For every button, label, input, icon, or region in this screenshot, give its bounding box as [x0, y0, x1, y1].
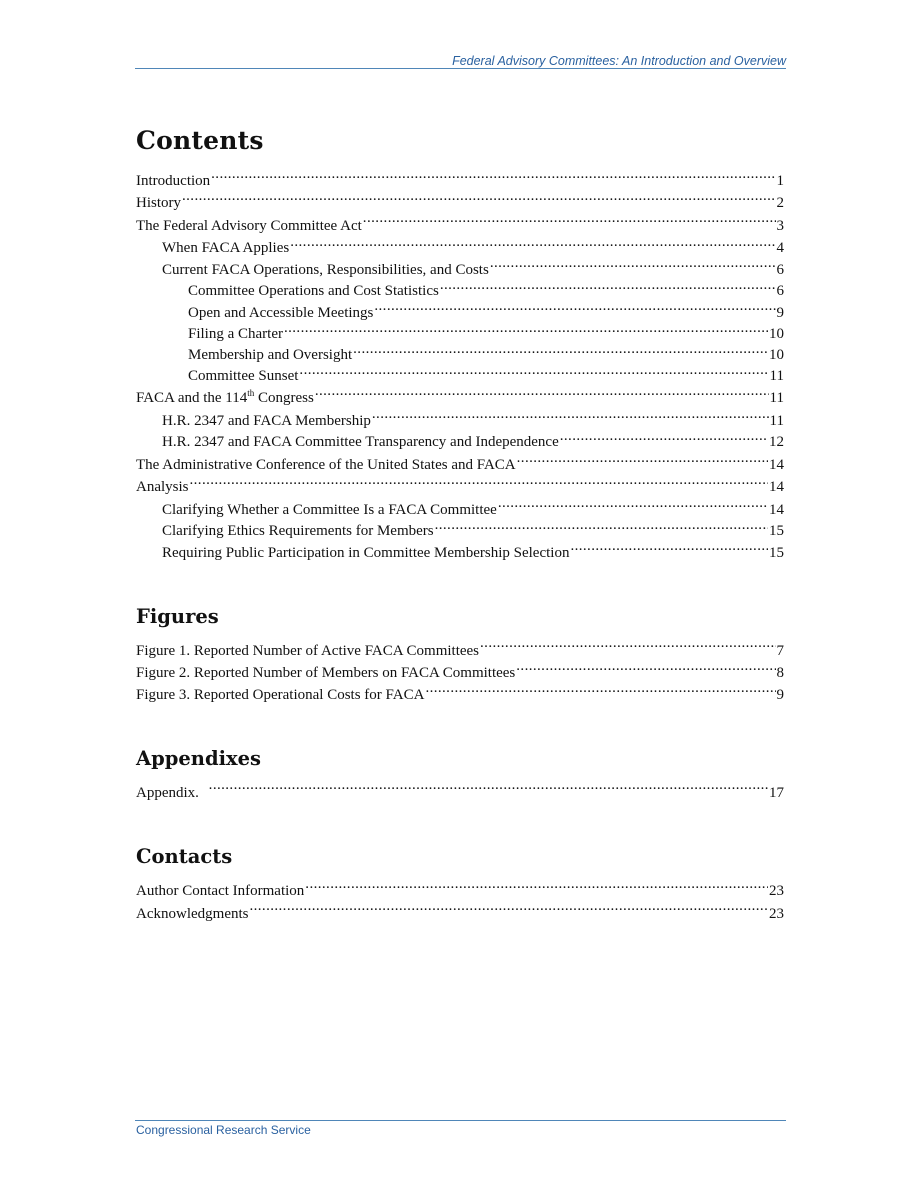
- toc-entry-open-accessible-meetings[interactable]: [136, 302, 784, 323]
- toc-entry-introduction[interactable]: [136, 170, 784, 192]
- toc-entry-public-participation[interactable]: [136, 542, 784, 564]
- toc-entry-current-faca-operations[interactable]: [136, 259, 784, 281]
- dot-leader: [363, 215, 776, 230]
- toc-entry-title: The Administrative Conference of the United States and FACA: [136, 457, 516, 474]
- appendixes-list: [136, 782, 784, 804]
- running-header-title: Federal Advisory Committees: An Introduction and Overview: [452, 54, 786, 68]
- dot-leader: [498, 499, 768, 514]
- toc-entry-analysis[interactable]: [136, 476, 784, 498]
- dot-leader: [249, 903, 768, 918]
- dot-leader: [480, 640, 775, 655]
- toc-entry-title: [136, 387, 314, 409]
- toc-entry-title: Appendix.: [136, 784, 203, 801]
- toc-entry-page: 23: [769, 905, 784, 922]
- toc-entry-figure-2[interactable]: [136, 662, 784, 684]
- dot-leader: [570, 542, 768, 557]
- toc-entry-page: 6: [776, 261, 784, 278]
- dot-leader: [209, 782, 768, 797]
- toc-entry-acknowledgments[interactable]: [136, 903, 784, 925]
- toc-entry-federal-advisory-committee-act[interactable]: [136, 215, 784, 237]
- toc-entry-title: Membership and Oversight: [188, 347, 353, 364]
- toc-entry-title: Figure 2. Reported Number of Members on FACA Committees: [136, 665, 516, 682]
- appendixes-heading: Appendixes: [136, 746, 262, 770]
- toc-entry-page: 11: [769, 412, 784, 429]
- dot-leader: [315, 387, 769, 402]
- toc-entry-appendix[interactable]: [136, 782, 784, 804]
- dot-leader: [374, 302, 775, 317]
- toc-entry-page: 9: [776, 687, 784, 704]
- dot-leader: [372, 410, 769, 425]
- toc-entry-title: Figure 3. Reported Operational Costs for FACA: [136, 687, 425, 704]
- toc-entry-page: 11: [769, 368, 784, 385]
- toc-entry-committee-sunset[interactable]: [136, 365, 784, 386]
- toc-entry-page: 14: [769, 457, 784, 474]
- contacts-heading: Contacts: [136, 845, 233, 869]
- toc-entry-title: Clarifying Whether a Committee Is a FACA Committee: [162, 501, 497, 518]
- toc-entry-title: Open and Accessible Meetings: [188, 304, 374, 321]
- footer-rule: [135, 1120, 786, 1121]
- dot-leader: [305, 880, 768, 895]
- figures-list: [136, 640, 784, 707]
- toc-entry-title-prefix: FACA and the 114: [136, 390, 248, 407]
- toc-entry-title: Filing a Charter: [188, 325, 283, 342]
- toc-entry-title: When FACA Applies: [162, 240, 290, 257]
- header-rule: [135, 68, 786, 69]
- toc-entry-faca-114th-congress[interactable]: [136, 387, 784, 409]
- toc-entry-title: Introduction: [136, 173, 211, 189]
- toc-entry-figure-3[interactable]: [136, 684, 784, 706]
- toc-entry-page: 14: [769, 479, 784, 496]
- toc-entry-page: 11: [769, 390, 784, 407]
- toc-entry-page: 2: [776, 195, 784, 212]
- dot-leader: [435, 520, 768, 535]
- contents-heading: Contents: [136, 126, 264, 155]
- toc-entry-title: Committee Operations and Cost Statistics: [188, 283, 439, 300]
- dot-leader: [299, 365, 768, 380]
- toc-entry-page: 17: [769, 784, 784, 801]
- figures-heading: Figures: [136, 604, 219, 628]
- dot-leader: [560, 431, 768, 446]
- toc-entry-committee-operations-cost-statistics[interactable]: [136, 280, 784, 301]
- toc-entry-clarifying-ethics[interactable]: [136, 520, 784, 542]
- toc-entry-hr2347-transparency[interactable]: [136, 431, 784, 453]
- toc-entry-clarifying-faca-committee[interactable]: [136, 499, 784, 521]
- toc-entry-page: 1: [776, 173, 784, 189]
- dot-leader: [290, 237, 775, 252]
- toc-entry-page: 7: [776, 642, 784, 659]
- dot-leader: [353, 344, 768, 359]
- toc-entry-title: Analysis: [136, 479, 189, 496]
- dot-leader: [440, 280, 776, 295]
- toc-entry-title: History: [136, 195, 181, 212]
- contacts-list: [136, 880, 784, 925]
- toc-entry-title: Acknowledgments: [136, 905, 249, 922]
- toc-entry-hr2347-membership[interactable]: [136, 410, 784, 432]
- toc-entry-title: Requiring Public Participation in Committee Membership Selection: [162, 545, 570, 562]
- toc-entry-page: 3: [776, 217, 784, 234]
- toc-entry-when-faca-applies[interactable]: [136, 237, 784, 259]
- toc-entry-title: Author Contact Information: [136, 883, 305, 900]
- dot-leader: [516, 662, 775, 677]
- toc-entry-page: 10: [769, 325, 784, 342]
- toc-entry-title: H.R. 2347 and FACA Committee Transparency and Independence: [162, 434, 559, 451]
- ordinal-superscript: th: [247, 388, 255, 399]
- dot-leader: [517, 454, 768, 469]
- toc-entry-title: Figure 1. Reported Number of Active FACA Committees: [136, 642, 480, 659]
- dot-leader: [182, 192, 776, 207]
- toc-entry-page: 15: [769, 545, 784, 562]
- dot-leader: [211, 170, 775, 185]
- toc-entry-page: 9: [776, 304, 784, 321]
- dot-leader: [284, 323, 768, 338]
- toc-entry-membership-oversight[interactable]: [136, 344, 784, 365]
- toc-entry-page: 12: [769, 434, 784, 451]
- toc-entry-page: 6: [776, 283, 784, 300]
- toc-entry-title-suffix: Congress: [254, 390, 314, 407]
- toc-entry-page: 10: [769, 347, 784, 364]
- footer-organization: Congressional Research Service: [136, 1123, 311, 1137]
- toc-entry-title: Clarifying Ethics Requirements for Members: [162, 523, 434, 540]
- toc-entry-filing-a-charter[interactable]: [136, 323, 784, 344]
- toc-entry-history[interactable]: [136, 192, 784, 214]
- toc-entry-figure-1[interactable]: [136, 640, 784, 662]
- toc-entry-page: 8: [776, 665, 784, 682]
- dot-leader: [190, 476, 769, 491]
- table-of-contents: [136, 124, 784, 925]
- contents-list: [136, 170, 784, 564]
- toc-entry-title: Committee Sunset: [188, 368, 299, 385]
- toc-entry-title: H.R. 2347 and FACA Membership: [162, 412, 371, 429]
- toc-entry-page: 14: [769, 501, 784, 518]
- toc-entry-title: The Federal Advisory Committee Act: [136, 217, 362, 234]
- dot-leader: [490, 259, 776, 274]
- toc-entry-page: 15: [769, 523, 784, 540]
- dot-leader: [425, 684, 775, 699]
- toc-entry-administrative-conference[interactable]: [136, 454, 784, 476]
- toc-entry-page: 4: [776, 240, 784, 257]
- toc-entry-author-contact[interactable]: [136, 880, 784, 902]
- toc-entry-title: Current FACA Operations, Responsibilities, and Costs: [162, 261, 489, 278]
- toc-entry-page: 23: [769, 883, 784, 900]
